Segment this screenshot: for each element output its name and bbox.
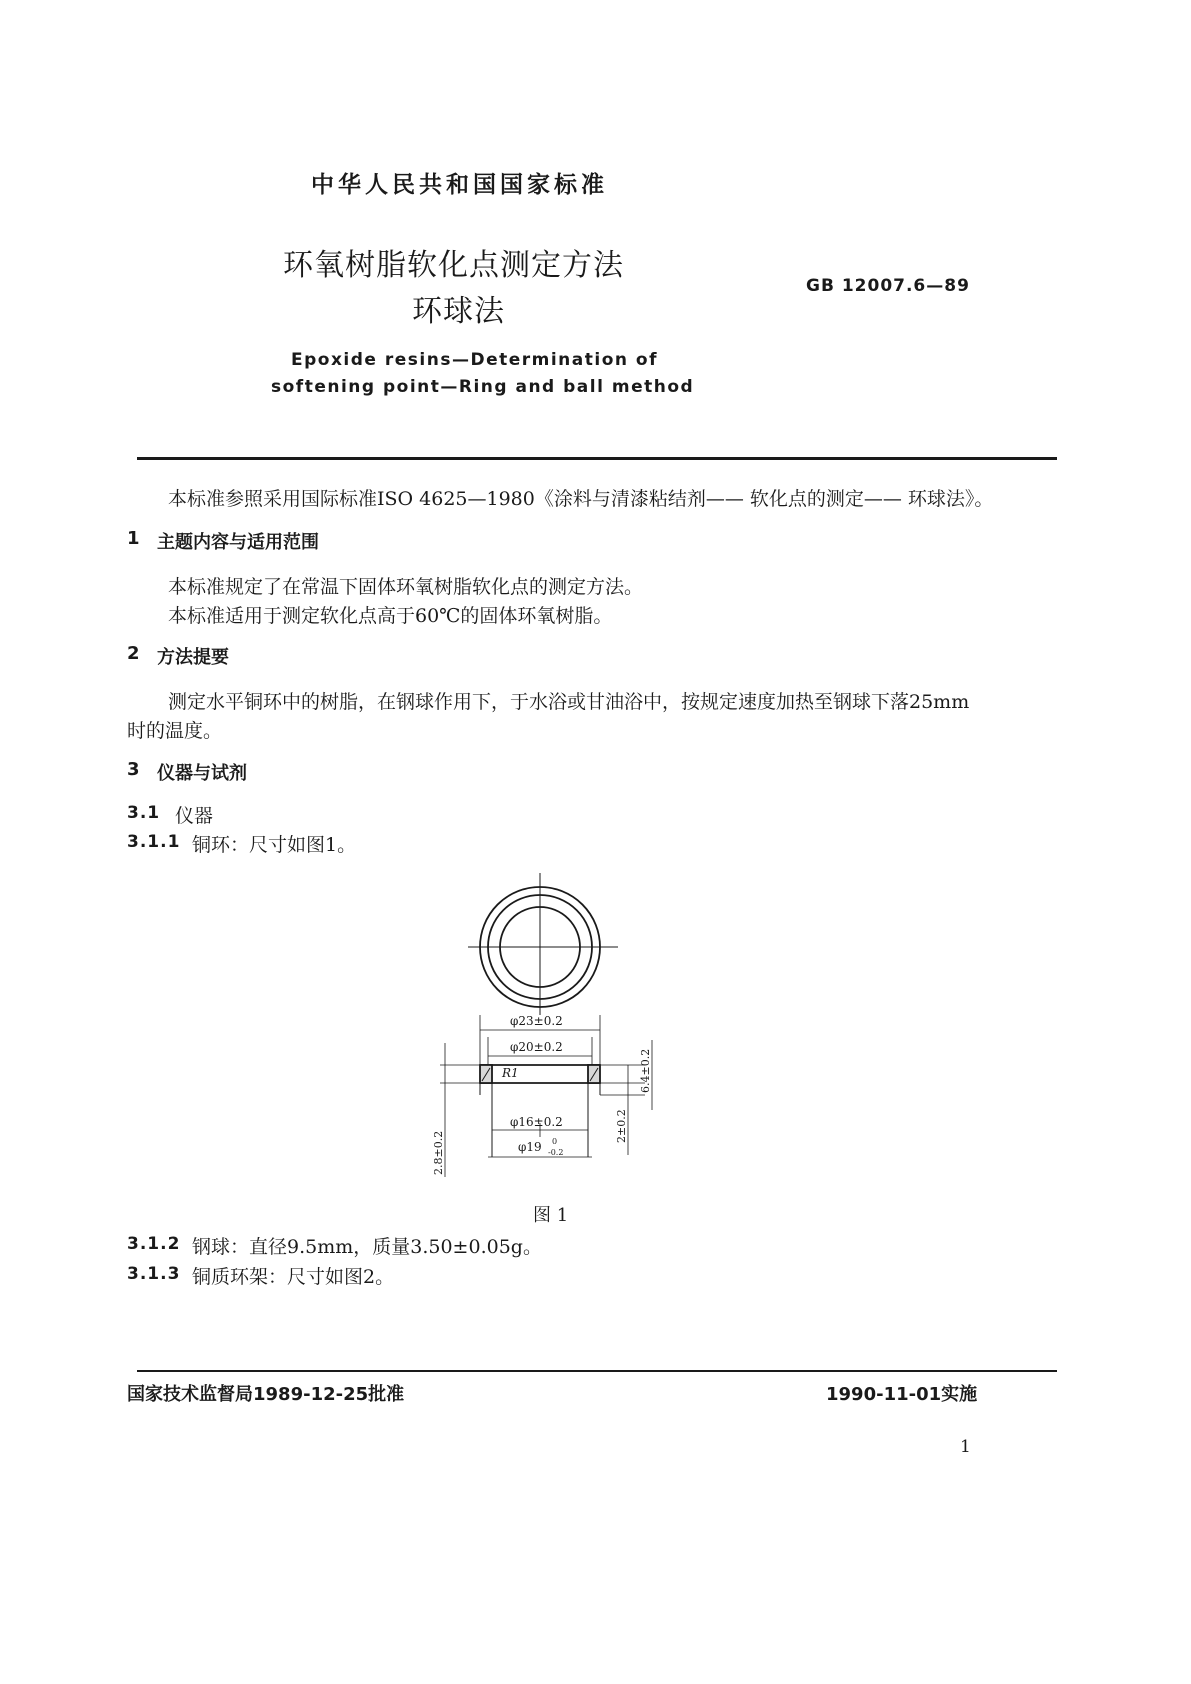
dim-outer-label: φ23±0.2 [510, 1014, 563, 1028]
subsection-3-1-3-number: 3.1.3 [127, 1264, 181, 1284]
dim-step-label: 2±0.2 [615, 1109, 628, 1143]
standard-code: GB 12007.6—89 [806, 276, 970, 296]
section-3-title: 仪器与试剂 [157, 763, 247, 784]
page-number: 1 [960, 1437, 971, 1457]
subsection-3-1-2-text: 钢球：直径9.5mm，质量3.50±0.05g。 [192, 1236, 542, 1258]
section-3-number: 3 [127, 759, 140, 780]
dim-base-tol-upper: 0 [552, 1137, 558, 1146]
implementation-line: 1990-11-01实施 [826, 1384, 978, 1405]
dim-base-tol-lower: -0.2 [548, 1148, 564, 1157]
dim-left-label: 2.8±0.2 [432, 1130, 445, 1175]
intro-paragraph: 本标准参照采用国际标准ISO 4625—1980《涂料与清漆粘结剂—— 软化点的测定—— 环球法》。 [168, 488, 994, 510]
approval-line: 国家技术监督局1989-12-25批准 [127, 1384, 405, 1405]
section-2-number: 2 [127, 643, 140, 664]
figure-1-drawing [400, 865, 700, 1185]
section-2-title: 方法提要 [157, 647, 229, 668]
section-1-title: 主题内容与适用范围 [157, 532, 319, 553]
footer-divider [137, 1370, 1057, 1372]
dim-bore-label: φ16±0.2 [510, 1115, 563, 1129]
subsection-3-1-2-number: 3.1.2 [127, 1234, 181, 1254]
english-title-line2: softening point—Ring and ball method [271, 377, 695, 397]
document-title-line2: 环球法 [412, 294, 505, 329]
dim-base-label: φ19 [518, 1140, 542, 1154]
section-2-paragraph-2: 时的温度。 [127, 720, 223, 742]
section-1-paragraph-1: 本标准规定了在常温下固体环氧树脂软化点的测定方法。 [168, 576, 644, 598]
subsection-3-1-text: 仪器 [175, 805, 214, 827]
dim-inner-label: φ20±0.2 [510, 1040, 563, 1054]
dim-radius-label: R1 [502, 1066, 519, 1080]
figure-1-caption: 图 1 [533, 1205, 569, 1226]
subsection-3-1-3-text: 铜质环架：尺寸如图2。 [192, 1266, 395, 1288]
subsection-3-1-number: 3.1 [127, 803, 161, 823]
section-2-paragraph-1: 测定水平铜环中的树脂，在钢球作用下，于水浴或甘油浴中，按规定速度加热至钢球下落25mm [168, 691, 970, 713]
section-1-paragraph-2: 本标准适用于测定软化点高于60℃的固体环氧树脂。 [168, 605, 613, 627]
section-1-number: 1 [127, 528, 140, 549]
header-divider [137, 457, 1057, 460]
document-title-line1: 环氧树脂软化点测定方法 [283, 248, 624, 283]
english-title-line1: Epoxide resins—Determination of [291, 350, 658, 370]
subsection-3-1-1-text: 铜环：尺寸如图1。 [192, 834, 357, 856]
national-standard-title: 中华人民共和国国家标准 [311, 172, 608, 198]
dim-height-label: 6.4±0.2 [639, 1048, 652, 1093]
subsection-3-1-1-number: 3.1.1 [127, 832, 181, 852]
